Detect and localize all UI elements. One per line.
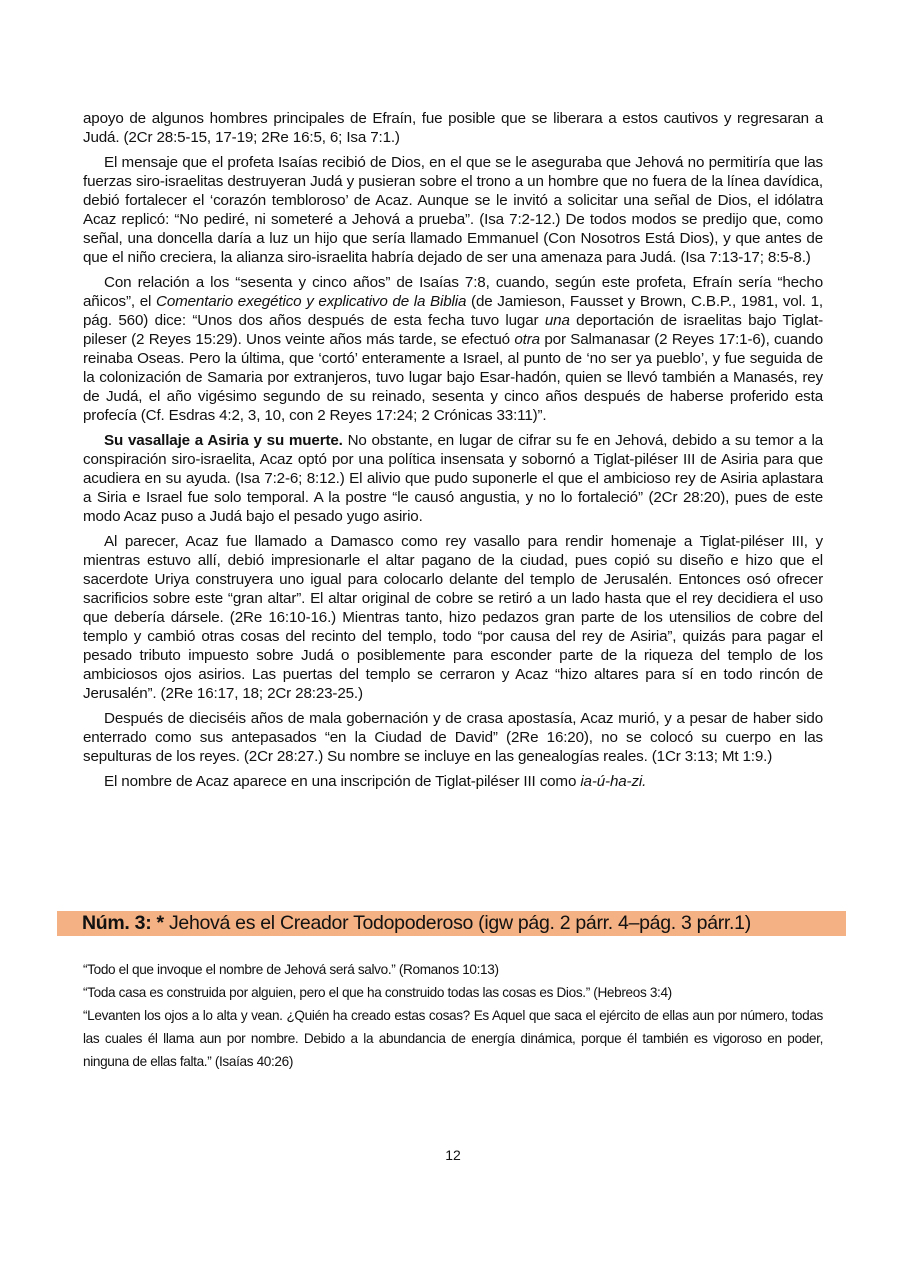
paragraph-2 bbox=[83, 153, 823, 267]
paragraph-text: apoyo de algunos hombres principales de Efraín, fue posible que se liberara a estos cautivos y regresaran a Judá. (2Cr 28:5-15, 17-19; 2Re 16:5, 6; Isa 7:1.) bbox=[83, 110, 823, 146]
paragraph-1 bbox=[83, 109, 823, 147]
paragraph-text: El nombre de Acaz aparece en una inscripción de Tiglat-piléser III como bbox=[104, 773, 581, 790]
paragraph-7 bbox=[83, 772, 823, 791]
quote-2: “Toda casa es construida por alguien, pero el que ha construido todas las cosas es Dios.” (Hebreos 3:4) bbox=[83, 985, 672, 1000]
paragraph-text: El mensaje que el profeta Isaías recibió de Dios, en el que se le aseguraba que Jehová no permitiría que las fuerzas siro-israelitas destruyeran Judá y pusieran sobre el trono a un hombre que no fuera de la línea davídica, debió fortalecer el ‘corazón tembloroso’ de Acaz. Aunque se le invitó a solicitar una señal de Dios, el idólatra Acaz replicó: “No pediré, ni someteré a Jehová a prueba”. (Isa 7:2-12.) De todos modos se predijo que, como señal, una doncella daría a luz un hijo que sería llamado Emmanuel (Con Nosotros Está Dios), y que antes de que el niño creciera, la alianza siro-israelita habría dejado de ser una amenaza para Judá. (Isa 7:13-17; 8:5-8.) bbox=[83, 154, 823, 266]
quote-3: “Levanten los ojos a lo alta y vean. ¿Quién ha creado estas cosas? Es Aquel que saca el ejército de ellas aun por número, todas las cuales él llama aun por nombre. Debido a la abundancia de energía dinámica, porque él también es vigoroso en poder, ninguna de ellas falta.” (Isaías 40:26) bbox=[83, 1008, 823, 1069]
subsection-lead: Su vasallaje a Asiria y su muerte. bbox=[104, 432, 343, 449]
emphasis: una bbox=[544, 312, 570, 329]
transliteration: ia-ú-ha-zi. bbox=[580, 773, 647, 790]
paragraph-text: Después de dieciséis años de mala gobernación y de crasa apostasía, Acaz murió, y a pesar de haber sido enterrado como sus antepasados “en la Ciudad de David” (2Re 16:20), no se colocó su cuerpo en las sepulturas de los reyes. (2Cr 28:27.) Su nombre se incluye en las genealogías reales. (1Cr 3:13; Mt 1:9.) bbox=[83, 710, 823, 765]
section-heading bbox=[57, 911, 846, 936]
paragraph-3 bbox=[83, 273, 823, 425]
paragraph-6 bbox=[83, 709, 823, 766]
paragraph-5 bbox=[83, 532, 823, 703]
emphasis: otra bbox=[514, 331, 540, 348]
scripture-quotes bbox=[83, 958, 823, 1073]
paragraph-4 bbox=[83, 431, 823, 526]
quote-1: “Todo el que invoque el nombre de Jehová será salvo.” (Romanos 10:13) bbox=[83, 962, 499, 977]
paragraph-text: por Salmanasar (2 Reyes 17:1-6), cuando reinaba Oseas. Pero la última, que ‘cortó’ enteramente a Israel, al punto de ‘no ser ya pueblo’, y fue seguida de la colonización de Samaria por extranjeros, tuvo lugar bajo Esar-hadón, quien se llevó también a Manasés, rey de Judá, el año vigésimo segundo de su reinado, sesenta y cinco años después de haberse proferido esta profecía (Cf. Esdras 4:2, 3, 10, con 2 Reyes 17:24; 2 Crónicas 33:11)”. bbox=[83, 331, 823, 424]
page-number: 12 bbox=[445, 1147, 461, 1163]
paragraph-text: Al parecer, Acaz fue llamado a Damasco como rey vasallo para rendir homenaje a Tiglat-piléser III, y mientras estuvo allí, debió impresionarle el altar pagano de la ciudad, pues copió su diseño e hizo que el sacerdote Uriya construyera uno igual para colocarlo delante del templo de Jerusalén. Entonces osó ofrecer sacrificios sobre este “gran altar”. El altar original de cobre se retiró a un lado hasta que el rey decidiera el uso que debería dársele. (2Re 16:10-16.) Mientras tanto, hizo pedazos gran parte de los utensilios de cobre del templo y cambió otras cosas del recinto del templo, todo “por causa del rey de Asiria”, quizás para pagar el pesado tributo impuesto sobre Judá o posiblemente para esconder parte de la riqueza del templo de los ambiciosos ojos asirios. Las puertas del templo se cerraron y Acaz “hizo altares para sí en todo rincón de Jerusalén”. (2Re 16:17, 18; 2Cr 28:23-25.) bbox=[83, 533, 823, 702]
paragraph-text: (de Jamieson, Fausset y Brown, C.B.P., 1981, vol. 1, pág. 560) dice: “Unos dos años después de esta fecha tuvo lugar bbox=[83, 293, 823, 329]
paragraph-text: No obstante, en lugar de cifrar su fe en Jehová, debido a su temor a la conspiración siro-israelita, Acaz optó por una política insensata y sobornó a Tiglat-piléser III de Asiria para que acudiera en su ayuda. (Isa 7:2-6; 8:12.) El alivio que pudo suponerle el que el ambicioso rey de Asiria aplastara a Siria e Israel fue solo temporal. A la postre “le causó angustia, y no lo fortaleció” (2Cr 28:20), pues de este modo Acaz puso a Judá bajo el pesado yugo asirio. bbox=[83, 432, 823, 525]
section-title: Jehová es el Creador Todopoderoso (igw pág. 2 párr. 4–pág. 3 párr.1) bbox=[163, 912, 751, 934]
section-number: Núm. 3: * bbox=[82, 912, 164, 934]
book-title: Comentario exegético y explicativo de la Biblia bbox=[156, 293, 467, 310]
paragraph-text: Con relación a los “sesenta y cinco años” de Isaías 7:8, cuando, según este profeta, Efraín sería “hecho añicos”, el bbox=[83, 274, 823, 310]
article-body bbox=[83, 109, 823, 791]
paragraph-text: deportación de israelitas bajo Tiglat-pileser (2 Reyes 15:29). Unos veinte años más tarde, se efectuó bbox=[83, 312, 824, 348]
